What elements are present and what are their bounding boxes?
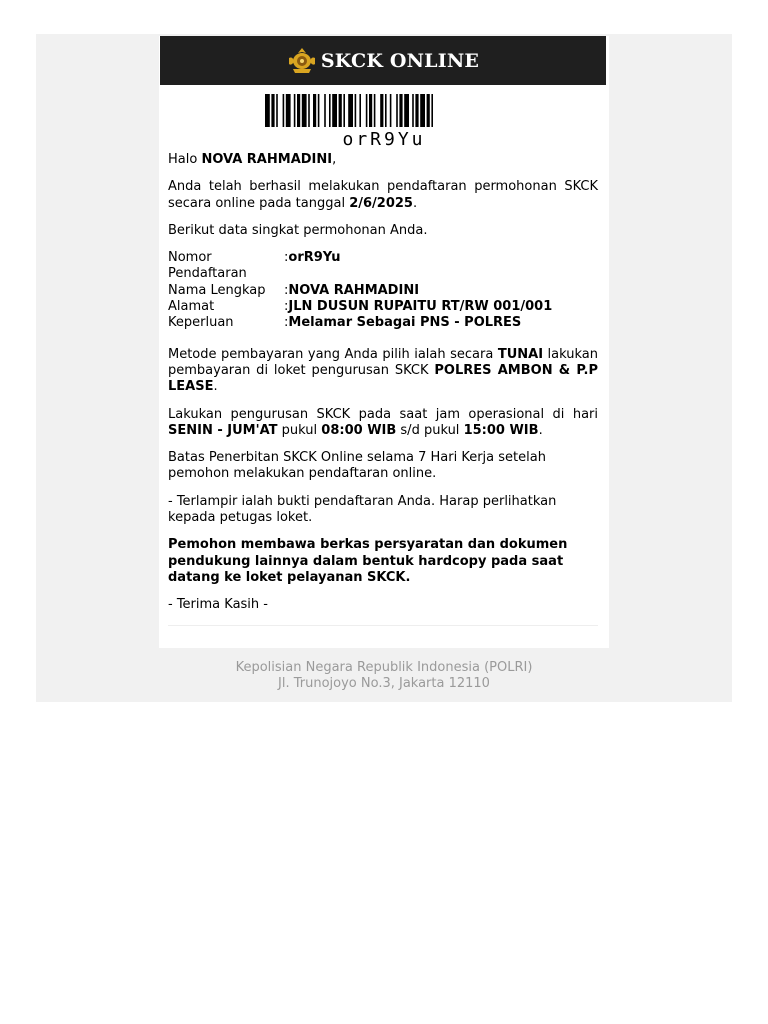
barcode-bar bbox=[427, 94, 430, 127]
detail-value: orR9Yu bbox=[288, 250, 341, 266]
footer-org: Kepolisian Negara Republik Indonesia (POLRI) bbox=[235, 660, 533, 675]
closing-text: - Terima Kasih - bbox=[168, 597, 268, 613]
hours-paragraph: Lakukan pengurusan SKCK pada saat jam operasional di hari SENIN - JUM'AT pukul 08:00 WIB s/d pukul 15:00 WIB. bbox=[168, 406, 598, 438]
table-row: Keperluan : Melamar Sebagai PNS - POLRES bbox=[168, 315, 598, 331]
barcode-bar bbox=[369, 94, 372, 127]
divider bbox=[168, 625, 598, 626]
detail-label: Nama Lengkap bbox=[168, 282, 266, 298]
email-body bbox=[168, 152, 598, 614]
deadline-paragraph: Batas Penerbitan SKCK Online selama 7 Hari Kerja setelah pemohon melakukan pendaftaran online. bbox=[168, 450, 546, 482]
attachment-paragraph: - Terlampir ialah bukti pendaftaran Anda. Harap perlihatkan kepada petugas loket. bbox=[168, 493, 557, 526]
barcode-bar bbox=[404, 94, 409, 127]
barcode-bar bbox=[385, 94, 387, 127]
barcode-bar bbox=[366, 94, 368, 127]
barcode-bar bbox=[313, 94, 316, 127]
barcode-bar bbox=[343, 94, 345, 127]
header-title: SKCK ONLINE bbox=[320, 49, 480, 72]
detail-label: Alamat bbox=[168, 299, 215, 315]
barcode-bar bbox=[420, 94, 425, 127]
barcode-bar bbox=[286, 94, 291, 127]
barcode-bar bbox=[399, 94, 402, 127]
polri-emblem-icon bbox=[287, 47, 317, 75]
barcode-bar bbox=[265, 94, 270, 127]
barcode-bar bbox=[390, 94, 392, 127]
barcode-bar bbox=[276, 94, 278, 127]
details-table bbox=[168, 250, 598, 331]
barcode-bar bbox=[374, 94, 376, 127]
footer bbox=[36, 660, 732, 693]
brand-logo bbox=[287, 47, 479, 75]
table-row: Nomor Pendaftaran : orR9Yu bbox=[168, 250, 598, 283]
barcode-bar bbox=[271, 94, 274, 127]
barcode-bar bbox=[348, 94, 353, 127]
barcode-bar bbox=[332, 94, 337, 127]
barcode-image bbox=[265, 94, 501, 127]
barcode-bar bbox=[431, 94, 433, 127]
detail-label: Nomor Pendaftaran bbox=[168, 250, 247, 282]
registration-date: 2/6/2025 bbox=[349, 195, 413, 211]
barcode-bar bbox=[412, 94, 414, 127]
barcode-bar bbox=[415, 94, 418, 127]
header-banner bbox=[160, 36, 606, 85]
barcode-bar bbox=[359, 94, 361, 127]
intro-paragraph: Anda telah berhasil melakukan pendaftaran permohonan SKCK secara online pada tanggal 2/6/2025. bbox=[168, 179, 598, 211]
barcode-bar bbox=[324, 94, 326, 127]
table-row: Nama Lengkap : NOVA RAHMADINI bbox=[168, 283, 598, 299]
barcode-bar bbox=[297, 94, 300, 127]
requirement-paragraph: Pemohon membawa berkas persyaratan dan dokumen pendukung lainnya dalam bentuk hardcopy pada saat datang ke loket pelayanan SKCK. bbox=[168, 537, 568, 585]
payment-paragraph: Metode pembayaran yang Anda pilih ialah secara TUNAI lakukan pembayaran di loket pengurusan SKCK POLRES AMBON & P.P LEASE. bbox=[168, 346, 598, 395]
barcode-bar bbox=[294, 94, 296, 127]
barcode-code-text: orR9Yu bbox=[342, 129, 426, 150]
barcode-bar bbox=[302, 94, 307, 127]
applicant-name: NOVA RAHMADINI bbox=[201, 152, 333, 167]
barcode-bar bbox=[329, 94, 331, 127]
table-row: Alamat : JLN DUSUN RUPAITU RT/RW 001/001 bbox=[168, 299, 598, 315]
detail-value: JLN DUSUN RUPAITU RT/RW 001/001 bbox=[288, 299, 553, 315]
detail-value: Melamar Sebagai PNS - POLRES bbox=[288, 315, 522, 331]
detail-value: NOVA RAHMADINI bbox=[288, 282, 420, 298]
footer-address: Jl. Trunojoyo No.3, Jakarta 12110 bbox=[278, 676, 490, 692]
detail-label: Keperluan bbox=[168, 315, 234, 331]
greeting: Halo NOVA RAHMADINI, bbox=[168, 152, 337, 167]
barcode-bar bbox=[396, 94, 398, 127]
email-background bbox=[36, 34, 732, 702]
summary-intro: Berikut data singkat permohonan Anda. bbox=[168, 222, 428, 238]
barcode-bar bbox=[380, 94, 383, 127]
barcode-bar bbox=[355, 94, 357, 127]
barcode-bar bbox=[339, 94, 342, 127]
email-card bbox=[159, 36, 609, 648]
barcode-bar bbox=[283, 94, 285, 127]
barcode-bar bbox=[318, 94, 320, 127]
barcode-bar bbox=[308, 94, 310, 127]
